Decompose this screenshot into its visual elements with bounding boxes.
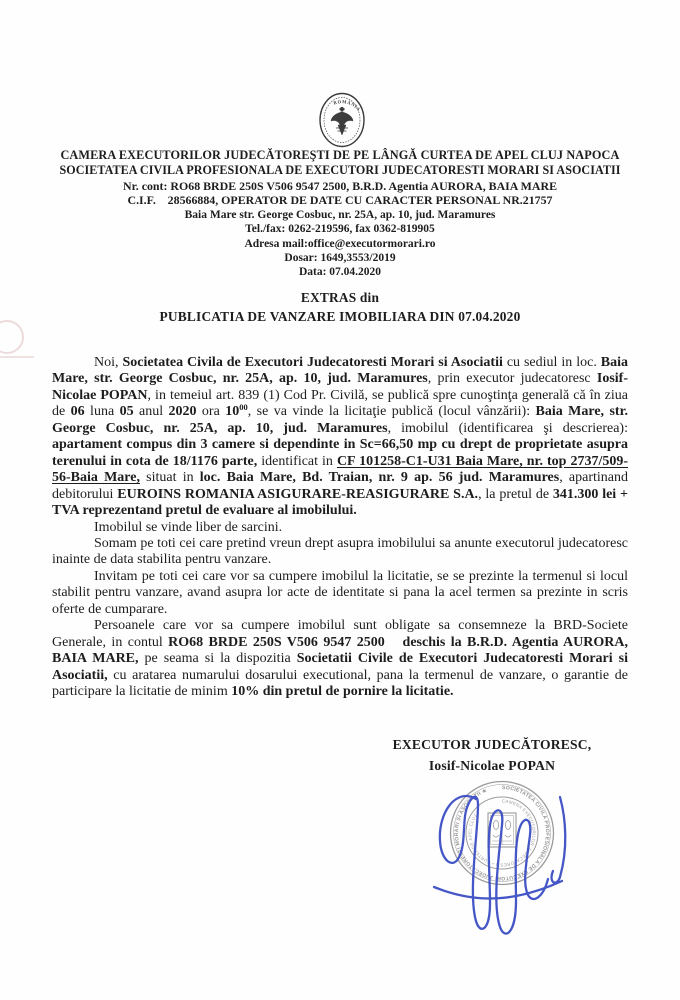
phone-line: Tel./fax: 0262-219596, fax 0362-819905 — [245, 223, 435, 236]
scan-artifact-line — [0, 356, 34, 358]
executor-name: Iosif-Nicolae POPAN — [428, 757, 556, 773]
romania-emblem-seal — [317, 91, 367, 151]
paragraph-invitation: Invitam pe toti cei care vor sa cumpere imobilul la licitatie, se se prezinte la termenul si locul stabilit pentru vanzare, avand asupra lor acte de identitate si pana la acel termen sa prezinte in scris oferte de cumparare. — [52, 568, 628, 617]
paragraph-free-of-liens: Imobilul se vinde liber de sarcini. — [94, 519, 283, 535]
date-line: Data: 07.04.2020 — [298, 266, 382, 279]
stamp-outer-ring-text: SOCIETATEA CIVILA PROFESIONALA DE EXECUTORI JUDECATORESTI MORARI SI ASOCIATII ★ — [453, 784, 551, 882]
stamp-inner-ring-text: CAMERA EXECUTORILOR JUDECATORESTI • CURTEA DE APEL CLUJ • — [467, 798, 537, 868]
signature-scribble — [428, 783, 578, 943]
executor-role: EXECUTOR JUDECĂTORESC, — [392, 737, 592, 752]
dossier-line: Dosar: 1649,3553/2019 — [284, 251, 396, 264]
title-line-2: PUBLICATIA DE VANZARE IMOBILIARA DIN 07.04.2020 — [159, 309, 521, 324]
cif-line: C.I.F. 28566884, OPERATOR DE DATE CU CARACTER PERSONAL NR.21757 — [127, 193, 553, 208]
org-line-societate: SOCIETATEA CIVILA PROFESIONALA DE EXECUTORI JUDECATORESTI MORARI SI ASOCIATII — [59, 163, 621, 178]
org-line-camera: CAMERA EXECUTORILOR JUDECĂTOREŞTI DE PE LÂNGĂ CURTEA DE APEL CLUJ NAPOCA — [60, 148, 620, 162]
emblem-country-label: ROMÂNIA — [332, 99, 362, 113]
eagle-coat-of-arms — [331, 108, 353, 136]
letterhead — [0, 148, 680, 280]
bank-account-line: Nr. cont: RO68 BRDE 250S V506 9547 2500, B.R.D. Agentia AURORA, BAIA MARE — [122, 178, 558, 193]
paragraph-summons: Somam pe toti cei care pretind vreun drept asupra imobilului sa anunte executorul judecatoresc inainte de data stabilita pentru vanzare. — [52, 535, 628, 568]
paragraph-deposit-terms: Persoanele care vor sa cumpere imobilul sunt obligate sa consemneze la BRD-Societe Generale, in contul RO68 BRDE 250S V506 9547 2500 deschis la B.R.D. Agentia AURORA, BAIA MARE, pe seama si la dispozitia Societatii Civile de Executori Judecatoresti Morari si Asociatii, cu aratarea numarului dosarului executional, pana la termenul de vanzare, o garantie de participare la licitatie de minim 10% din pretul de pornire la licitatie. — [52, 618, 628, 700]
address-line: Baia Mare str. George Cosbuc, nr. 25A, ap. 10, jud. Maramures — [184, 209, 496, 222]
document-title — [0, 288, 680, 326]
email-line: Adresa mail:office@executormorari.ro — [244, 237, 436, 250]
document-body — [52, 355, 628, 701]
paragraph-announcement: Noi, Societatea Civila de Executori Judecatoresti Morari si Asociatii cu sediul in loc. Baia Mare, str. George Cosbuc, nr. 25A, ap. 10, jud. Maramures, prin executor judecatoresc Iosif-Nicolae POPAN, in temeiul art. 839 (1) Cod Pr. Civilă, se publică spre cunoştinţa generală că în ziua de 06 luna 05 anul 2020 ora $10^{00}$, se va vinde la licitaţie publică (locul vânzării): Baia Mare, str. George Cosbuc, nr. 25A, ap. 10, jud. Maramures, imobilul (identificarea şi descrierea): apartament compus din 3 camere si dependinte in Sc=66,50 mp cu drept de proprietate asupra terenului in cota de 18/1176 parte, identificat in CF 101258-C1-U31 Baia Mare, nr. top 2737/509-56-Baia Mare, situat in loc. Baia Mare, Bd. Traian, nr. 9 ap. 56 jud. Maramures, apartinand debitorului EUROINS ROMANIA ASIGURARE-REASIGURARE S.A., la pretul de 341.300 lei + TVA reprezentand pretul de evaluare al imobilului. — [52, 355, 629, 519]
title-line-1: EXTRAS din — [300, 290, 380, 305]
